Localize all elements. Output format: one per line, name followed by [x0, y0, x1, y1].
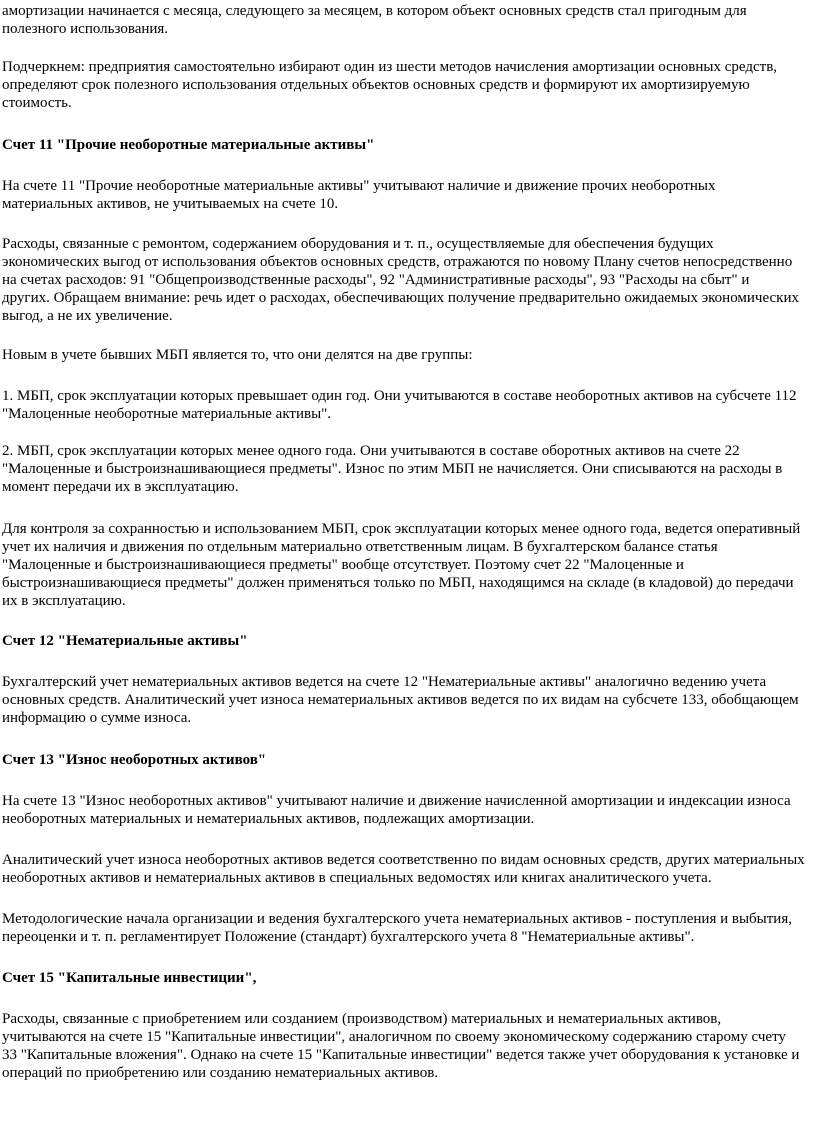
- list-item-mbp-under-one-year: 2. МБП, срок эксплуатации которых менее одного года. Они учитываются в составе оборотных активов на счете 22 "Малоценные и быстроизнашивающиеся предметы". Износ по этим МБП не начисляется. Они списываются на расходы в момент передачи их в эксплуатацию.: [2, 443, 783, 495]
- paragraph-repair-expenses: Расходы, связанные с ремонтом, содержанием оборудования и т. п., осуществляемые для обеспечения будущих экономических выгод от использования объектов основных средств, отражаются по новому Плану счетов непосредственно на счетах расходов: 91 "Общепроизводственные расходы", 92 "Административные расходы", 93 "Расходы на сбыт" и других. Обращаем внимание: речь идет о расходах, обеспечивающих получение предварительно ожидаемых экономических выгод, а не их увеличение.: [2, 236, 799, 324]
- paragraph-account-13-description: На счете 13 "Износ необоротных активов" учитывают наличие и движение начисленной амортизации и индексации износа необоротных материальных и нематериальных активов, подлежащих амортизации.: [2, 793, 791, 827]
- heading-account-13: Счет 13 "Износ необоротных активов": [2, 752, 267, 768]
- paragraph-depreciation-start: амортизации начинается с месяца, следующего за месяцем, в котором объект основных средств стал пригодным для полезного использования.: [2, 3, 747, 37]
- paragraph-mbp-groups: Новым в учете бывших МБП является то, что они делятся на две группы:: [2, 347, 473, 363]
- paragraph-mbp-control: Для контроля за сохранностью и использованием МБП, срок эксплуатации которых менее одного года, ведется оперативный учет их наличия и движения по отдельным материально ответственным лицам. В бухгалтерском балансе статья "Малоценные и быстроизнашивающиеся предметы" вообще отсутствует. Поэтому счет 22 "Малоценные и быстроизнашивающиеся предметы" должен применяться только по МБП, находящимся на складе (в кладовой) до передачи их в эксплуатацию.: [2, 521, 801, 609]
- heading-account-15: Счет 15 "Капитальные инвестиции",: [2, 970, 257, 986]
- paragraph-account-15-description: Расходы, связанные с приобретением или созданием (производством) материальных и нематериальных активов, учитываются на счете 15 "Капитальные инвестиции", аналогичном по своему экономическому содержанию старому счету 33 "Капитальные вложения". Однако на счете 15 "Капитальные инвестиции" ведется также учет оборудования к установке и операций по приобретению или созданию нематериальных активов.: [2, 1011, 800, 1081]
- paragraph-depreciation-methods: Подчеркнем: предприятия самостоятельно избирают один из шести методов начисления амортизации основных средств, определяют срок полезного использования отдельных объектов основных средств и формируют их амортизируемую стоимость.: [2, 59, 778, 111]
- paragraph-analytical-accounting: Аналитический учет износа необоротных активов ведется соответственно по видам основных средств, других материальных необоротных активов и нематериальных активов в специальных ведомостях или книгах аналитического учета.: [2, 852, 805, 886]
- paragraph-methodological-basis: Методологические начала организации и ведения бухгалтерского учета нематериальных активов - поступления и выбытия, переоценки и т. п. регламентирует Положение (стандарт) бухгалтерского учета 8 "Нематериальные активы".: [2, 911, 792, 945]
- paragraph-account-12-description: Бухгалтерский учет нематериальных активов ведется на счете 12 "Нематериальные активы" аналогично ведению учета основных средств. Аналитический учет износа нематериальных активов ведется по их видам на субсчете 133, обобщающем информацию о сумме износа.: [2, 674, 799, 726]
- heading-account-11: Счет 11 "Прочие необоротные материальные активы": [2, 137, 375, 153]
- heading-account-12: Счет 12 "Нематериальные активы": [2, 633, 248, 649]
- list-item-mbp-over-one-year: 1. МБП, срок эксплуатации которых превышает один год. Они учитываются в составе необоротных активов на субсчете 112 "Малоценные необоротные материальные активы".: [2, 388, 797, 422]
- paragraph-account-11-description: На счете 11 "Прочие необоротные материальные активы" учитывают наличие и движение прочих необоротных материальных активов, не учитываемых на счете 10.: [2, 178, 716, 212]
